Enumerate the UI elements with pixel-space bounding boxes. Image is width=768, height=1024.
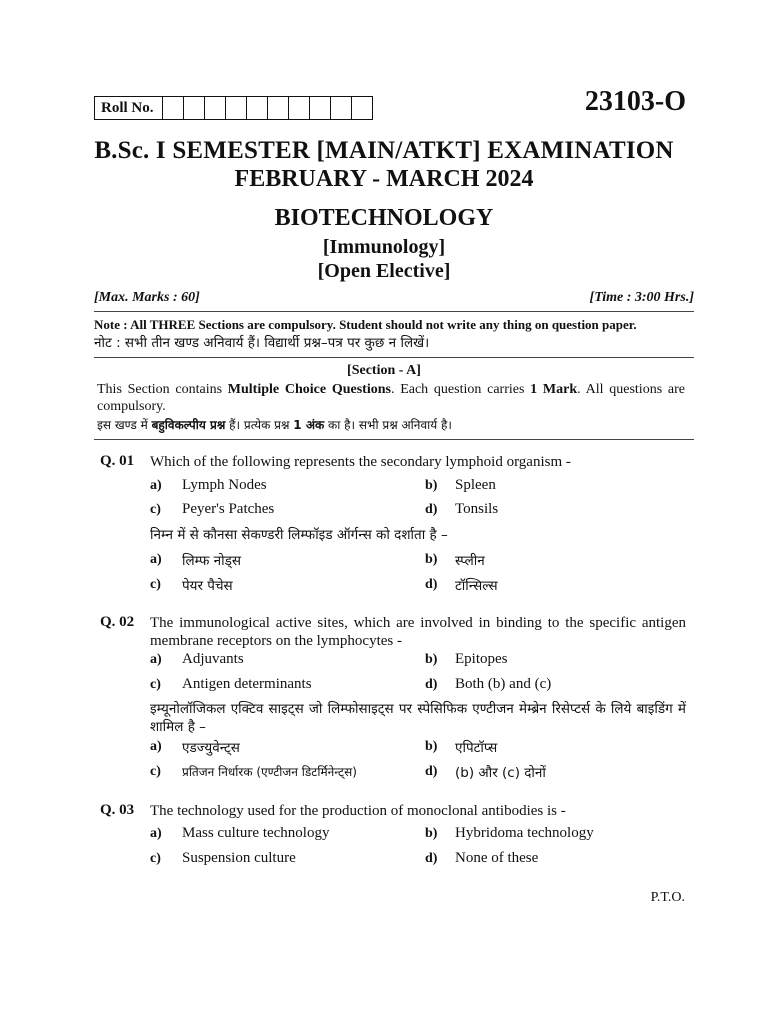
option-text-hindi: टॉन्सिल्स (455, 578, 498, 594)
option-text: Antigen determinants (182, 676, 312, 692)
roll-number-cell (184, 97, 205, 119)
roll-number-cell (352, 97, 372, 119)
question-text: The immunological active sites, which are involved in binding to the specific antigen membrane receptors on the lymphocytes - (150, 615, 686, 649)
option-text: Epitopes (455, 651, 508, 667)
question-text-hindi: निम्न में से कौनसा सेकण्डरी लिम्फॉइड ऑर्गन्स को दर्शाता है – (150, 527, 448, 543)
option-text: Spleen (455, 477, 496, 493)
option-text-hindi: प्रतिजन निर्धारक (एण्टीजन डिटर्मिनेन्ट्स) (182, 765, 357, 779)
roll-number-box (94, 96, 373, 120)
paper-code: 23103-O (584, 86, 686, 117)
option-text-hindi: एडज्युवेन्ट्स (182, 740, 240, 756)
roll-number-cell (205, 97, 226, 119)
option-text: Mass culture technology (182, 825, 330, 841)
section-description-hindi: इस खण्ड में बहुविकल्पीय प्रश्न हैं। प्रत्येक प्रश्न 1 अंक का है। सभी प्रश्न अनिवार्य है। (97, 418, 452, 432)
roll-number-cell (268, 97, 289, 119)
question-number: Q. 03 (100, 802, 135, 818)
section-title: [Section - A] (347, 363, 421, 378)
max-marks: [Max. Marks : 60] (94, 290, 200, 305)
divider (94, 357, 694, 358)
option-text-hindi: पेयर पैचेस (182, 578, 233, 594)
option-text: Both (b) and (c) (455, 676, 552, 692)
exam-title: B.Sc. I SEMESTER [MAIN/ATKT] EXAMINATION (94, 137, 674, 164)
option-text-hindi: (b) और (c) दोनों (455, 765, 546, 781)
option-letter: b) (425, 652, 438, 667)
option-letter: c) (150, 677, 161, 692)
option-letter: d) (425, 577, 438, 592)
option-letter: b) (425, 826, 438, 841)
roll-number-cell (310, 97, 331, 119)
roll-number-cell (331, 97, 352, 119)
option-text: Lymph Nodes (182, 477, 267, 493)
question-number: Q. 02 (100, 614, 135, 630)
option-letter: d) (425, 502, 438, 517)
question-text: Which of the following represents the secondary lymphoid organism - (150, 454, 571, 470)
option-letter: b) (425, 739, 438, 754)
option-letter: d) (425, 851, 438, 866)
note-english: Note : All THREE Sections are compulsory. Student should not write any thing on question paper. (94, 317, 637, 332)
option-letter: c) (150, 502, 161, 517)
note-hindi: नोट : सभी तीन खण्ड अनिवार्य हैं। विद्यार्थी प्रश्न–पत्र पर कुछ न लिखें। (94, 335, 430, 351)
option-letter: a) (150, 826, 162, 841)
elective-label: [Open Elective] (317, 260, 451, 282)
divider (94, 311, 694, 312)
option-letter: b) (425, 478, 438, 493)
paper-name: [Immunology] (322, 236, 446, 258)
option-letter: c) (150, 764, 161, 779)
option-text: Adjuvants (182, 651, 244, 667)
roll-number-cell (163, 97, 184, 119)
option-letter: d) (425, 677, 438, 692)
section-description: This Section contains Multiple Choice Questions. Each question carries 1 Mark. All questions are compulsory. (97, 382, 685, 414)
option-letter: b) (425, 552, 438, 567)
option-text: None of these (455, 850, 539, 866)
roll-number-cell (226, 97, 247, 119)
option-letter: c) (150, 851, 161, 866)
option-text: Tonsils (455, 501, 499, 517)
option-letter: a) (150, 478, 162, 493)
option-letter: a) (150, 552, 162, 567)
option-text-hindi: लिम्फ नोड्स (182, 553, 242, 569)
option-text: Hybridoma technology (455, 825, 594, 841)
question-text-hindi: इम्यूनोलॉजिकल एक्टिव साइट्स जो लिम्फोसाइट्स पर स्पेसिफिक एण्टीजन मेम्ब्रेन रिसेप्टर्स के लिये बाइडिंग में शामिल है – (150, 701, 686, 735)
roll-number-label: Roll No. (95, 97, 163, 119)
option-letter: d) (425, 764, 438, 779)
roll-number-cell (247, 97, 268, 119)
option-letter: a) (150, 652, 162, 667)
exam-duration: [Time : 3:00 Hrs.] (589, 290, 694, 305)
exam-session: FEBRUARY - MARCH 2024 (234, 166, 534, 192)
question-text: The technology used for the production of monoclonal antibodies is - (150, 803, 566, 819)
option-text: Suspension culture (182, 850, 296, 866)
option-letter: c) (150, 577, 161, 592)
divider (94, 439, 694, 440)
option-letter: a) (150, 739, 162, 754)
option-text-hindi: स्प्लीन (455, 553, 485, 569)
option-text-hindi: एपिटॉप्स (455, 740, 498, 756)
roll-number-cell (289, 97, 310, 119)
please-turn-over: P.T.O. (650, 890, 685, 905)
marks-time-row (94, 290, 694, 306)
question-number: Q. 01 (100, 453, 135, 469)
option-text: Peyer's Patches (182, 501, 275, 517)
subject-title: BIOTECHNOLOGY (274, 205, 494, 231)
